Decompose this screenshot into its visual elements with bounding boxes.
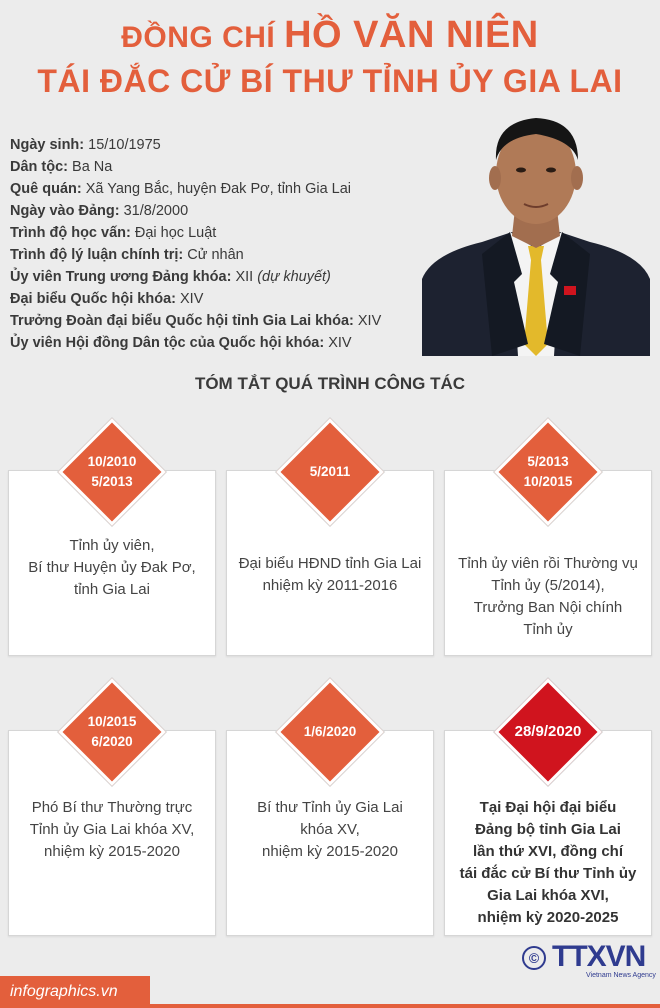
title-name: HỒ VĂN NIÊN xyxy=(284,14,539,56)
logo-text: TTXVN xyxy=(552,940,646,973)
date-badge-5: 1/6/2020 xyxy=(272,674,388,790)
date-badge-6: 28/9/2020 xyxy=(490,674,606,790)
date-badge-1: 10/2010 5/2013 xyxy=(54,414,170,530)
title-prefix: ĐỒNG CHÍ xyxy=(121,21,285,54)
footer xyxy=(0,976,660,1008)
timeline-card-4: Phó Bí thư Thường trực Tỉnh ủy Gia Lai khóa XV, nhiệm kỳ 2015-2020 xyxy=(8,730,216,936)
date-badge-3: 5/2013 10/2015 xyxy=(490,414,606,530)
info-row: Trưởng Đoàn đại biểu Quốc hội tỉnh Gia Lai khóa: XIV xyxy=(10,313,382,329)
timeline-card-1: Tỉnh ủy viên, Bí thư Huyện ủy Đak Pơ, tỉnh Gia Lai xyxy=(8,470,216,656)
copyright-icon: © xyxy=(522,946,546,970)
info-row: Trình độ học vấn: Đại học Luật xyxy=(10,225,217,241)
info-row: Ủy viên Hội đồng Dân tộc của Quốc hội khóa: XIV xyxy=(10,335,352,351)
date-badge-4: 10/2015 6/2020 xyxy=(54,674,170,790)
info-row: Đại biểu Quốc hội khóa: XIV xyxy=(10,291,204,307)
info-row: Trình độ lý luận chính trị: Cử nhân xyxy=(10,247,244,263)
portrait-photo xyxy=(422,104,650,356)
footer-divider xyxy=(150,1004,660,1008)
section-title: TÓM TẮT QUÁ TRÌNH CÔNG TÁC xyxy=(194,374,466,393)
site-link[interactable]: infographics.vn xyxy=(0,976,150,1008)
info-row: Ngày vào Đảng: 31/8/2000 xyxy=(10,203,189,219)
logo-subtitle: Vietnam News Agency xyxy=(586,972,656,979)
bio-info xyxy=(10,134,430,354)
timeline-card-6: Tại Đại hội đại biểu Đảng bộ tỉnh Gia Lai lần thứ XVI, đồng chí tái đắc cử Bí thư Tỉnh ủy Gia Lai khóa XVI, nhiệm kỳ 2020-2025 xyxy=(444,730,652,936)
info-row: Quê quán: Xã Yang Bắc, huyện Đak Pơ, tỉnh Gia Lai xyxy=(10,181,352,197)
info-row: Dân tộc: Ba Na xyxy=(10,159,113,175)
info-row: Ủy viên Trung ương Đảng khóa: XII (dự khuyết) xyxy=(10,269,331,285)
date-badge-2: 5/2011 xyxy=(272,414,388,530)
info-row: Ngày sinh: 15/10/1975 xyxy=(10,137,161,153)
title-subtitle: TÁI ĐẮC CỬ BÍ THƯ TỈNH ỦY GIA LAI xyxy=(37,63,623,99)
ttxvn-logo xyxy=(522,940,656,979)
timeline-card-2: Đại biểu HĐND tỉnh Gia Lai nhiệm kỳ 2011-2016 xyxy=(226,470,434,656)
timeline-card-5: Bí thư Tỉnh ủy Gia Lai khóa XV, nhiệm kỳ 2015-2020 xyxy=(226,730,434,936)
timeline-card-3: Tỉnh ủy viên rồi Thường vụ Tỉnh ủy (5/2014), Trưởng Ban Nội chính Tỉnh ủy xyxy=(444,470,652,656)
page-title xyxy=(0,14,660,100)
